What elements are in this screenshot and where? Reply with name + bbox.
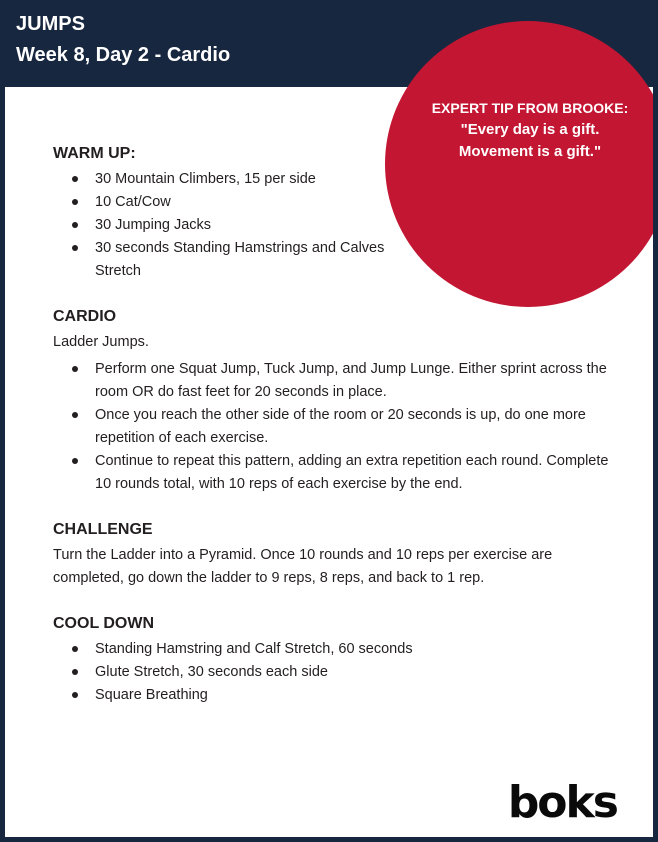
section-cardio — [53, 307, 609, 496]
challenge-heading: CHALLENGE — [53, 521, 153, 538]
list-item: Perform one Squat Jump, Tuck Jump, and Jump Lunge. Either sprint across the room OR do fast feet for 20 seconds in place. — [53, 358, 609, 404]
warmup-heading: WARM UP: — [53, 145, 136, 162]
expert-tip-quote-line2: Movement is a gift." — [458, 143, 602, 160]
list-item: 10 Cat/Cow — [53, 191, 405, 214]
boks-logo: boks — [507, 777, 617, 828]
list-item: 30 seconds Standing Hamstrings and Calves Stretch — [53, 237, 405, 283]
section-cooldown — [53, 614, 609, 707]
cardio-intro: Ladder Jumps. — [53, 334, 149, 350]
list-item: Glute Stretch, 30 seconds each side — [53, 661, 609, 684]
expert-tip-heading: EXPERT TIP FROM BROOKE: — [431, 100, 629, 116]
list-item: 30 Mountain Climbers, 15 per side — [53, 168, 405, 191]
challenge-body: Turn the Ladder into a Pyramid. Once 10 rounds and 10 reps per exercise are completed, go down the ladder to 9 reps, 8 reps, and back to 1 rep. — [53, 547, 553, 586]
cooldown-list — [53, 638, 609, 707]
section-challenge — [53, 520, 609, 590]
page-subtitle: Week 8, Day 2 - Cardio — [16, 44, 231, 66]
expert-tip-circle — [385, 21, 658, 307]
list-item: Continue to repeat this pattern, adding an extra repetition each round. Complete 10 rounds total, with 10 reps of each exercise by the end. — [53, 450, 609, 496]
cardio-heading: CARDIO — [53, 308, 117, 325]
list-item: Square Breathing — [53, 684, 609, 707]
expert-tip-quote-line1: "Every day is a gift. — [460, 121, 600, 138]
list-item: Once you reach the other side of the room or 20 seconds is up, do one more repetition of each exercise. — [53, 404, 609, 450]
cooldown-heading: COOL DOWN — [53, 615, 155, 632]
cardio-list — [53, 358, 609, 496]
list-item: Standing Hamstring and Calf Stretch, 60 seconds — [53, 638, 609, 661]
page-title: JUMPS — [16, 13, 85, 35]
list-item: 30 Jumping Jacks — [53, 214, 405, 237]
